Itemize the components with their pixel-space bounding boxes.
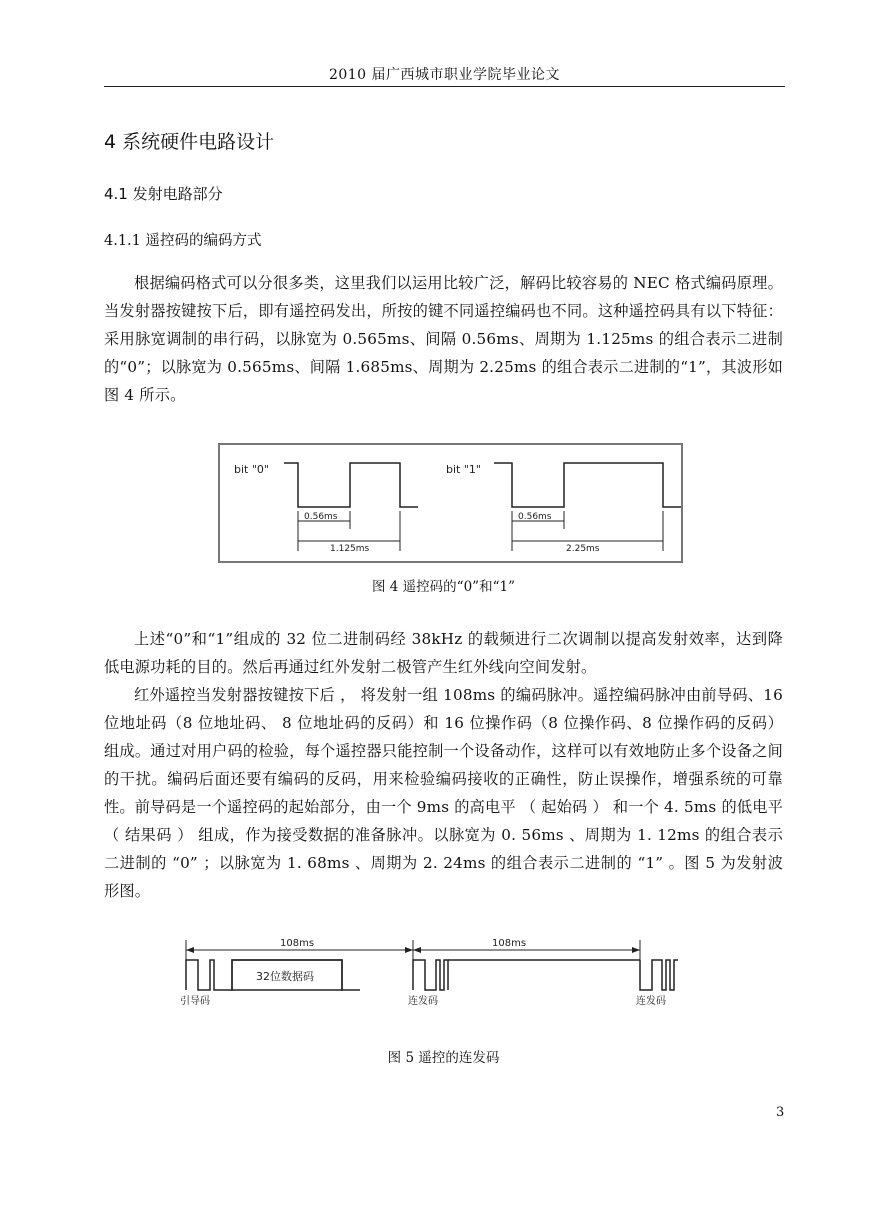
paragraph-transmission: 红外遥控当发射器按键按下后 ， 将发射一组 108ms 的编码脉冲。遥控编码脉冲由前导码、16 位地址码（8 位地址码、 8 位地址码的反码）和 16 位操作码（8 位操作码、8 位操作码的反码）组成。通过对用户码的检验，每个遥控器只能控制一个设备动作，这样可以有效地防止多个设备之间的干扰。编码后面还要有编码的反码，用来检验编码接收的正确性，防止误操作，增强系统的可靠性。前导码是一个遥控码的起始部分，由一个 9ms 的高电平 （ 起始码 ） 和一个 4. 5ms 的低电平 （ 结果码 ） 组成，作为接受数据的准备脉冲。以脉宽为 0. 56ms 、周期为 1. 12ms 的组合表示二进制的 “0” ；以脉宽为 1. 68ms 、周期为 2. 24ms 的组合表示二进制的 “1” 。图 5 为发射波形图。 bbox=[104, 686, 784, 900]
repeat-code-svg bbox=[180, 930, 680, 1010]
running-header: 2010 届广西城市职业学院毕业论文 bbox=[328, 67, 561, 83]
span1-left-arrowhead bbox=[186, 947, 194, 953]
bit-waveform-svg bbox=[220, 445, 681, 561]
subsection-heading: 4.1.1 遥控码的编码方式 bbox=[104, 233, 262, 249]
bit0-waveform bbox=[284, 463, 418, 507]
repeat-code-label-1: 连发码 bbox=[408, 996, 438, 1007]
section-heading: 4.1 发射电路部分 bbox=[104, 185, 223, 203]
repeat-waveform-2 bbox=[640, 960, 678, 990]
chapter-heading: 4 系统硬件电路设计 bbox=[104, 131, 275, 153]
page-number: 3 bbox=[776, 1105, 785, 1120]
bit0-label: bit "0" bbox=[234, 463, 269, 476]
figure-4-waveform bbox=[218, 443, 683, 563]
header-rule bbox=[104, 86, 785, 87]
span2-left-arrowhead bbox=[413, 947, 421, 953]
leader-code-label: 引导码 bbox=[180, 996, 210, 1007]
span2-label: 108ms bbox=[492, 938, 527, 949]
bit1-low-label: 0.56ms bbox=[518, 512, 552, 522]
paragraph-modulation: 上述“0”和“1”组成的 32 位二进制码经 38kHz 的载频进行二次调制以提高发射效率，达到降低电源功耗的目的。然后再通过红外发射二极管产生红外线向空间发射。 bbox=[104, 630, 783, 676]
span1-label: 108ms bbox=[280, 938, 315, 949]
bit0-period-label: 1.125ms bbox=[330, 544, 370, 554]
repeat-code-label-2: 连发码 bbox=[636, 996, 666, 1007]
figure-5-waveform bbox=[180, 930, 680, 1010]
repeat-waveform-1 bbox=[413, 960, 448, 990]
bit1-label: bit "1" bbox=[446, 463, 481, 476]
figure-4-caption: 图 4 遥控码的“0”和“1” bbox=[372, 579, 515, 595]
bit1-waveform bbox=[494, 463, 681, 507]
bit1-period-label: 2.25ms bbox=[566, 544, 600, 554]
span2-right-arrowhead bbox=[632, 947, 640, 953]
paragraph-encoding: 根据编码格式可以分很多类，这里我们以运用比较广泛，解码比较容易的 NEC 格式编码原理。当发射器按键按下后，即有遥控码发出，所按的键不同遥控编码也不同。这种遥控码具有以下特征：采用脉宽调制的串行码，以脉宽为 0.565ms、间隔 0.56ms、周期为 1.125ms 的组合表示二进制的“0”；以脉宽为 0.565ms、间隔 1.685ms、周期为 2.25ms 的组合表示二进制的“1”，其波形如图 4 所示。 bbox=[104, 274, 783, 404]
data-block-label: 32位数据码 bbox=[256, 970, 314, 983]
span1-right-arrowhead bbox=[405, 947, 413, 953]
figure-5-caption: 图 5 遥控的连发码 bbox=[387, 1050, 500, 1066]
bit0-low-label: 0.56ms bbox=[304, 512, 338, 522]
